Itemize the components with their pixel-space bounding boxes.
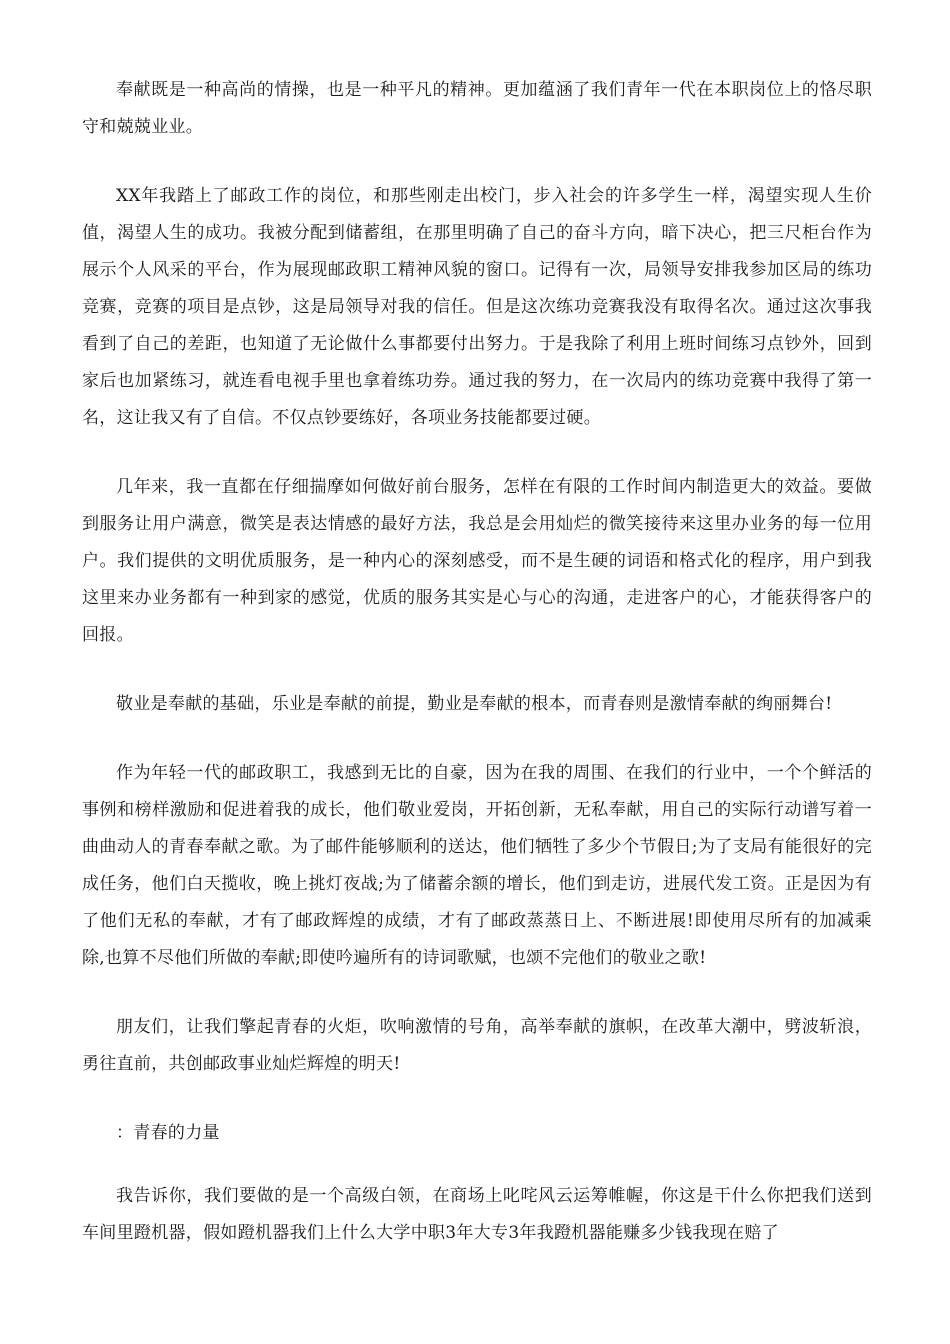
section-heading: ：青春的力量 — [116, 1123, 220, 1143]
body-paragraph: 我告诉你，我们要做的是一个高级白领，在商场上叱咤风云运筹帷幄，你这是干什么你把我们送到车间里蹬机器，假如蹬机器我们上什么大学中职3年大专3年我蹬机器能赚多少钱我现在赔了 — [82, 1186, 872, 1243]
body-paragraph: 作为年轻一代的邮政职工，我感到无比的自豪，因为在我的周围、在我们的行业中，一个个鲜活的事例和榜样激励和促进着我的成长，他们敬业爱岗，开拓创新，无私奉献，用自己的实际行动谱写着一曲曲动人的青春奉献之歌。为了邮件能够顺利的送达，他们牺牲了多少个节假日;为了支局有能很好的完成任务，他们白天揽收，晚上挑灯夜战;为了储蓄余额的增长，他们到走访，进展代发工资。正是因为有了他们无私的奉献，才有了邮政辉煌的成绩，才有了邮政蒸蒸日上、不断进展!即使用尽所有的加减乘除,也算不尽他们所做的奉献;即使吟遍所有的诗词歌赋，也颂不完他们的敬业之歌! — [82, 763, 872, 968]
body-paragraph: XX年我踏上了邮政工作的岗位，和那些刚走出校门，步入社会的许多学生一样，渴望实现人生价值，渴望人生的成功。我被分配到储蓄组，在那里明确了自己的奋斗方向，暗下决心，把三尺柜台作为展示个人风采的平台，作为展现邮政职工精神风貌的窗口。记得有一次，局领导安排我参加区局的练功竞赛，竞赛的项目是点钞，这是局领导对我的信任。但是这次练功竞赛我没有取得名次。通过这次事我看到了自己的差距，也知道了无论做什么事都要付出努力。于是我除了利用上班时间练习点钞外，回到家后也加紧练习，就连看电视手里也拿着练功券。通过我的努力，在一次局内的练功竞赛中我得了第一名，这让我又有了自信。不仅点钞要练好，各项业务技能都要过硬。 — [82, 186, 872, 428]
body-paragraph: 几年来，我一直都在仔细揣摩如何做好前台服务，怎样在有限的工作时间内制造更大的效益。要做到服务让用户满意，微笑是表达情感的最好方法，我总是会用灿烂的微笑接待来这里办业务的每一位用户。我们提供的文明优质服务，是一种内心的深刻感受，而不是生硬的词语和格式化的程序，用户到我这里来办业务都有一种到家的感觉，优质的服务其实是心与心的沟通，走进客户的心，才能获得客户的回报。 — [82, 477, 872, 645]
body-paragraph: 敬业是奉献的基础，乐业是奉献的前提，勤业是奉献的根本，而青春则是激情奉献的绚丽舞台! — [116, 694, 833, 714]
body-paragraph: 奉献既是一种高尚的情操，也是一种平凡的精神。更加蕴涵了我们青年一代在本职岗位上的恪尽职守和兢兢业业。 — [82, 80, 872, 137]
body-paragraph: 朋友们，让我们擎起青春的火炬，吹响激情的号角，高举奉献的旗帜，在改革大潮中，劈波斩浪，勇往直前，共创邮政事业灿烂辉煌的明天! — [82, 1017, 872, 1074]
